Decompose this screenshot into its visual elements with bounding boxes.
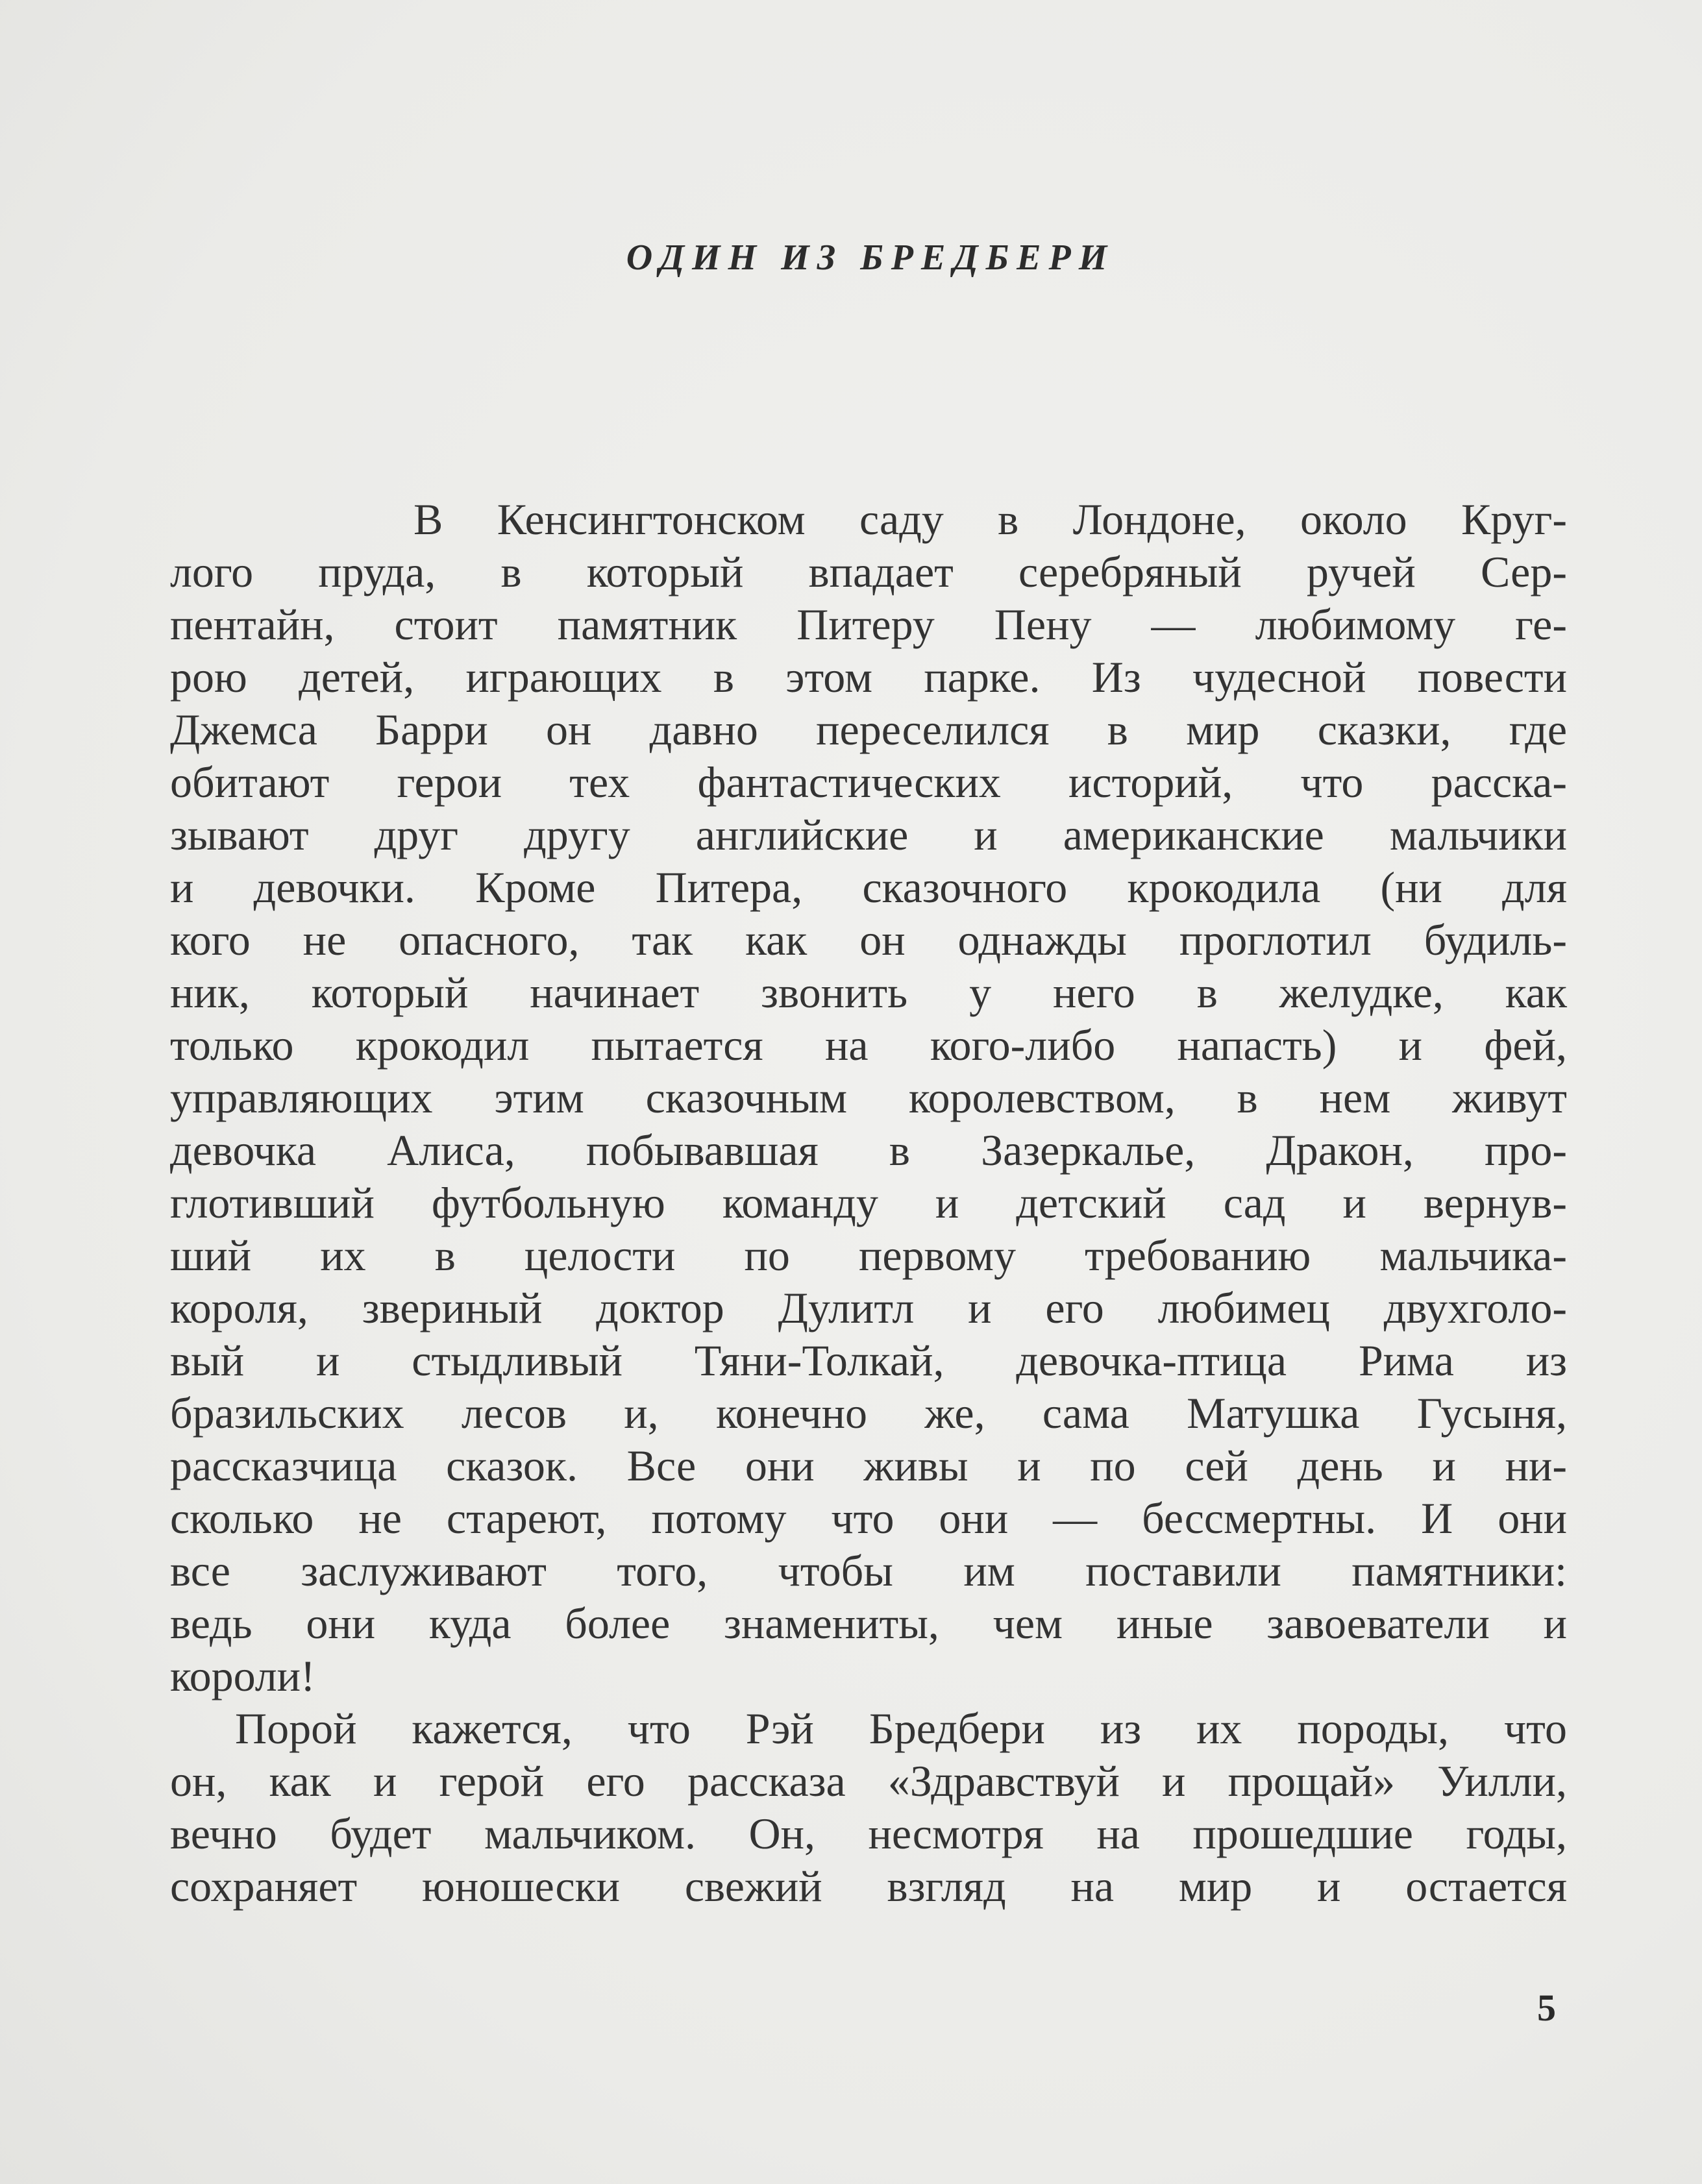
- text-line: обитают герои тех фантастических историй, что расска-: [170, 757, 1567, 807]
- text-line: пентайн, стоит памятник Питеру Пену — любимому ге-: [170, 600, 1567, 649]
- text-line: девочка Алиса, побывавшая в Зазеркалье, Дракон, про-: [170, 1125, 1567, 1175]
- text-line: сохраняет юношески свежий взгляд на мир и остается: [170, 1861, 1567, 1911]
- text-line: глотивший футбольную команду и детский сад и вернув-: [170, 1178, 1567, 1227]
- text-line: короля, звериный доктор Дулитл и его любимец двухголо-: [170, 1283, 1567, 1332]
- text-line: и девочки. Кроме Питера, сказочного крокодила (ни для: [170, 863, 1567, 912]
- text-line: рою детей, играющих в этом парке. Из чудесной повести: [170, 652, 1567, 702]
- text-line: только крокодил пытается на кого-либо напасть) и фей,: [170, 1020, 1567, 1070]
- text-line: ведь они куда более знамениты, чем иные завоеватели и: [170, 1599, 1567, 1648]
- text-line: все заслуживают того, чтобы им поставили памятники:: [170, 1546, 1567, 1595]
- text-line: Порой кажется, что Рэй Бредбери из их породы, что: [235, 1704, 1567, 1753]
- text-line: В Кенсингтонском саду в Лондоне, около Круг-: [413, 495, 1567, 544]
- text-line: ник, который начинает звонить у него в желудке, как: [170, 968, 1567, 1017]
- text-line: сколько не стареют, потому что они — бессмертны. И они: [170, 1493, 1567, 1543]
- text-line: рассказчица сказок. Все они живы и по сей день и ни-: [170, 1441, 1567, 1490]
- text-line: вый и стыдливый Тяни-Толкай, девочка-птица Рима из: [170, 1336, 1567, 1385]
- text-line: короли!: [170, 1651, 315, 1700]
- page-number: 5: [1537, 1987, 1556, 2029]
- text-line: он, как и герой его рассказа «Здравствуй и прощай» Уилли,: [170, 1756, 1567, 1806]
- text-line: Джемса Барри он давно переселился в мир сказки, где: [170, 705, 1567, 754]
- text-line: вечно будет мальчиком. Он, несмотря на прошедшие годы,: [170, 1809, 1567, 1858]
- text-line: ший их в целости по первому требованию мальчика-: [170, 1231, 1567, 1280]
- body-text: [170, 493, 1567, 1913]
- text-line: лого пруда, в который впадает серебряный ручей Сер-: [170, 547, 1567, 596]
- text-line: управляющих этим сказочным королевством, в нем живут: [170, 1073, 1567, 1122]
- text-line: кого не опасного, так как он однажды проглотил будиль-: [170, 915, 1567, 964]
- text-line: бразильских лесов и, конечно же, сама Матушка Гусыня,: [170, 1388, 1567, 1438]
- chapter-title: ОДИН ИЗ БРЕДБЕРИ: [626, 238, 1115, 278]
- text-line: зывают друг другу английские и американские мальчики: [170, 810, 1567, 859]
